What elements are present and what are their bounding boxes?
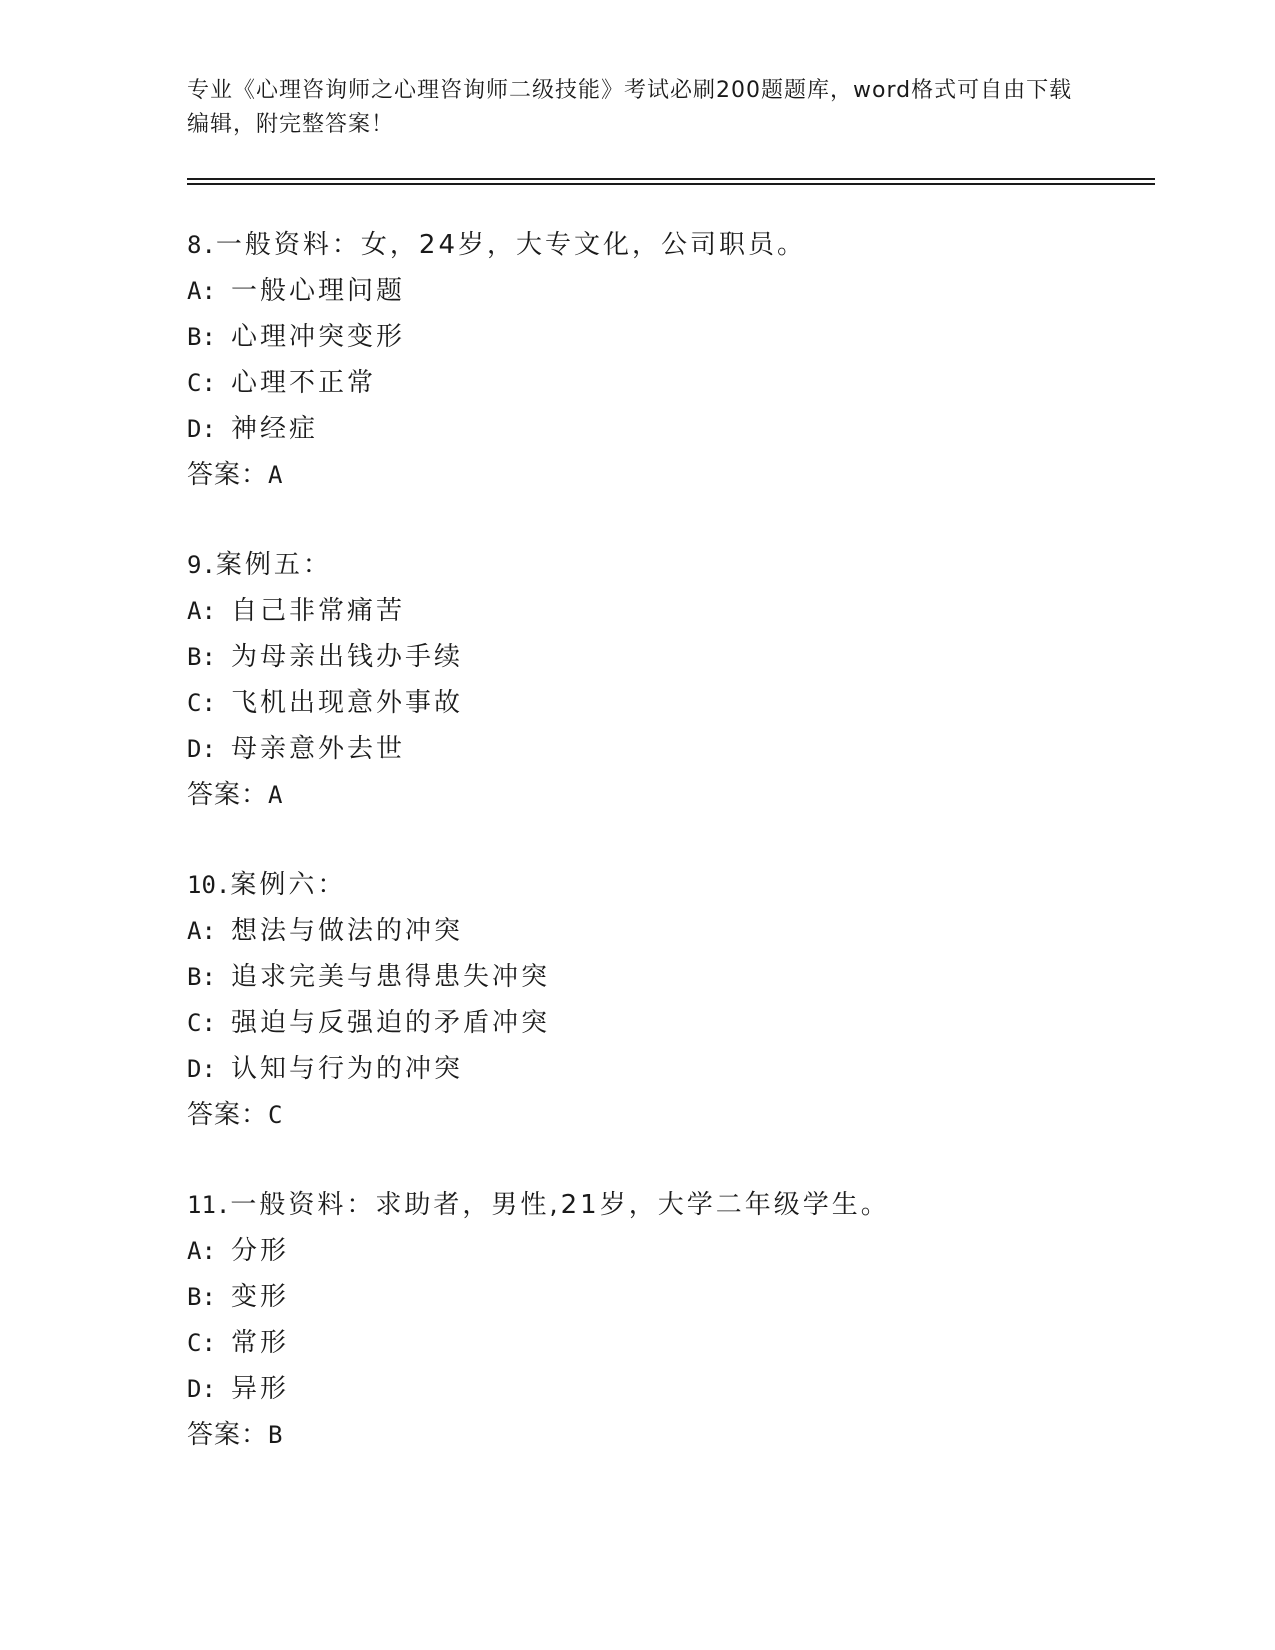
document-header: 专业《心理咨询师之心理咨询师二级技能》考试必刷200题题库，word格式可自由下载编辑，附完整答案！ [187,78,1073,137]
option-text: 神经症 [231,414,319,444]
question-block [187,222,1137,498]
option-text: 一般心理问题 [231,276,406,306]
question-stem [187,1182,1137,1228]
answer-label: 答案： [187,460,269,490]
answer-line [187,452,1137,498]
option-letter: D: [187,1375,216,1403]
option-text: 异形 [231,1374,290,1404]
option-c [187,1320,1137,1366]
answer-value: A [268,461,284,489]
option-text: 心理冲突变形 [231,322,406,352]
question-number: 8. [187,231,216,259]
option-letter: C: [187,369,216,397]
option-letter: C: [187,1329,216,1357]
option-text: 认知与行为的冲突 [231,1054,464,1084]
option-a [187,268,1137,314]
question-stem [187,222,1137,268]
option-c [187,1000,1137,1046]
question-number: 9. [187,551,216,579]
option-letter: B: [187,323,216,351]
option-text: 分形 [231,1236,290,1266]
question-text: 案例五： [215,550,332,580]
header-rule-bottom [187,183,1155,185]
option-b [187,954,1137,1000]
question-text: 一般资料：求助者，男性,21岁，大学二年级学生。 [230,1190,890,1220]
option-letter: B: [187,643,216,671]
option-text: 飞机出现意外事故 [231,688,464,718]
answer-label: 答案： [187,780,269,810]
question-number: 11. [187,1191,231,1219]
option-c [187,680,1137,726]
option-text: 变形 [231,1282,290,1312]
answer-label: 答案： [187,1100,269,1130]
option-letter: D: [187,735,216,763]
option-b [187,314,1137,360]
option-letter: B: [187,963,216,991]
option-letter: A: [187,597,216,625]
option-text: 母亲意外去世 [231,734,406,764]
option-letter: C: [187,689,216,717]
question-text: 一般资料：女，24岁，大专文化，公司职员。 [215,230,806,260]
option-letter: C: [187,1009,216,1037]
option-d [187,1366,1137,1412]
option-text: 强迫与反强迫的矛盾冲突 [231,1008,551,1038]
question-stem [187,542,1137,588]
option-letter: A: [187,917,216,945]
option-c [187,360,1137,406]
option-letter: D: [187,1055,216,1083]
question-stem [187,862,1137,908]
answer-line [187,1092,1137,1138]
option-text: 为母亲出钱办手续 [231,642,464,672]
option-letter: D: [187,415,216,443]
option-letter: B: [187,1283,216,1311]
option-b [187,634,1137,680]
answer-value: A [268,781,284,809]
option-text: 常形 [231,1328,290,1358]
answer-value: B [268,1421,284,1449]
option-d [187,406,1137,452]
option-d [187,1046,1137,1092]
option-d [187,726,1137,772]
header-rule-top [187,178,1155,180]
option-a [187,908,1137,954]
option-letter: A: [187,1237,216,1265]
option-text: 想法与做法的冲突 [231,916,464,946]
answer-line [187,772,1137,818]
answer-value: C [268,1101,284,1129]
question-block [187,1182,1137,1458]
option-text: 自己非常痛苦 [231,596,406,626]
option-b [187,1274,1137,1320]
option-letter: A: [187,277,216,305]
question-block [187,862,1137,1138]
question-number: 10. [187,871,231,899]
option-a [187,588,1137,634]
question-block [187,542,1137,818]
answer-line [187,1412,1137,1458]
answer-label: 答案： [187,1420,269,1450]
question-text: 案例六： [230,870,347,900]
option-text: 心理不正常 [231,368,377,398]
option-a [187,1228,1137,1274]
option-text: 追求完美与患得患失冲突 [231,962,551,992]
